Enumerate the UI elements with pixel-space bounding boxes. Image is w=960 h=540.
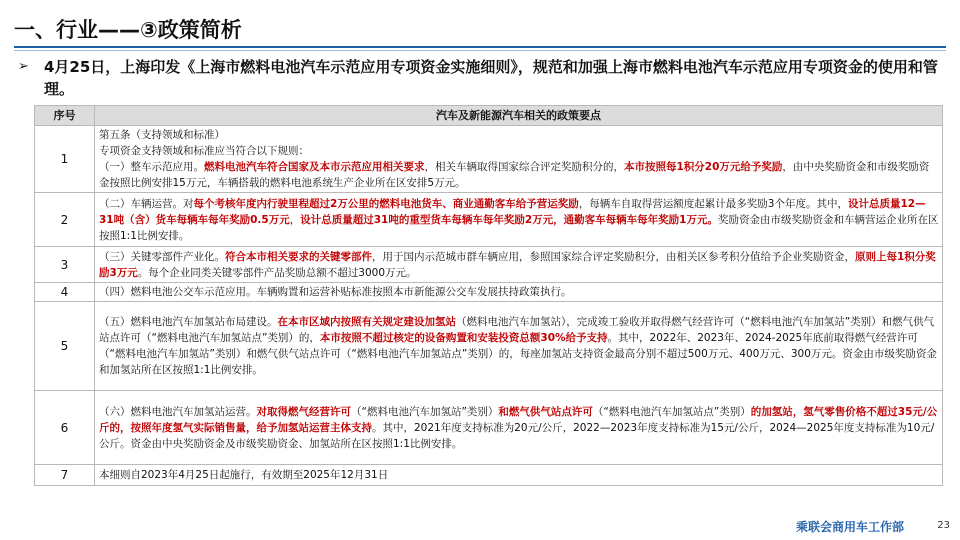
content-text: （三）关键零部件产业化。 xyxy=(99,250,225,263)
title-divider xyxy=(14,46,946,48)
table-row xyxy=(35,283,943,302)
content-line xyxy=(99,143,939,159)
row-content xyxy=(95,302,943,391)
table-row xyxy=(35,302,943,391)
row-number: 4 xyxy=(35,283,95,302)
content-line xyxy=(99,284,939,300)
content-line xyxy=(99,196,939,244)
intro-paragraph xyxy=(18,56,938,100)
table-row xyxy=(35,193,943,247)
row-content xyxy=(95,247,943,283)
row-number: 7 xyxy=(35,465,95,486)
row-content xyxy=(95,465,943,486)
content-text: ， xyxy=(289,213,301,226)
content-text: 本细则自2023年4月25日起施行，有效期至2025年12月31日 xyxy=(99,469,389,481)
highlighted-text: 燃料电池汽车符合国家及本市示范应用相关要求 xyxy=(204,161,425,173)
content-text: 奖励资金由市级奖励资金和车辆营运企业所在区按照1:1比例安排。 xyxy=(99,213,939,242)
content-text: 第五条（支持领域和标准） xyxy=(99,129,225,141)
content-text: （“燃料电池汽车加氢站点”类别） xyxy=(592,405,751,418)
highlighted-text: 原则上每1积分奖励3万元 xyxy=(99,250,936,279)
row-content xyxy=(95,126,943,193)
header-number: 序号 xyxy=(35,106,95,126)
content-text: （四）燃料电池公交车示范应用。车辆购置和运营补贴标准按照本市新能源公交车发展扶持政策执行。 xyxy=(99,286,572,298)
content-text: （燃料电池汽车加氢站），完成竣工验收并取得燃气经营许可（“燃料电池汽车加氢站”类别）和燃气供气站点许可（“燃料电池汽车加氢站点”类别）的， xyxy=(99,316,935,344)
table-header-row xyxy=(35,106,943,126)
highlighted-text: 每个考核年度内行驶里程超过2万公里的燃料电池货车、商业通勤客车给予营运奖励 xyxy=(193,197,579,210)
row-number: 3 xyxy=(35,247,95,283)
content-line xyxy=(99,249,939,281)
content-text: （六）燃料电池汽车加氢站运营。 xyxy=(99,405,257,418)
highlighted-text: 的加氢站，氢气零售价格不超过35元/公斤的，按照年度氢气实际销售量，给予加氢站运营主体支持 xyxy=(99,405,938,434)
content-line xyxy=(99,159,939,191)
content-line xyxy=(99,404,939,452)
content-text: 。其中，2021年度支持标准为20元/公斤，2022—2023年度支持标准为15元/公斤，2024—2025年度支持标准为10元/公斤。资金由中央奖励资金及市级奖励资金、加氢站所在区按照1:1比例安排。 xyxy=(99,421,935,450)
highlighted-text: 设计总质量超过31吨的重型货车每辆车每年奖励2万元，通勤客车每辆车每年奖励1万元。 xyxy=(300,213,718,226)
page-title: 一、行业——③政策简析 xyxy=(14,18,242,42)
row-content xyxy=(95,391,943,465)
highlighted-text: 本市按照不超过核定的设备购置和安装投资总额30%给予支持 xyxy=(319,332,608,344)
table-row xyxy=(35,391,943,465)
content-line xyxy=(99,127,939,143)
table-row xyxy=(35,465,943,486)
content-line xyxy=(99,314,939,378)
policy-table xyxy=(34,105,943,486)
content-text: ，每辆车自取得营运额度起累计最多奖励3个年度。其中， xyxy=(578,197,848,210)
highlighted-text: 设计总质量12—31吨（含）货车每辆车每年奖励0.5万元 xyxy=(99,197,926,226)
content-text: （二）车辆运营。对 xyxy=(99,197,194,210)
header-content: 汽车及新能源汽车相关的政策要点 xyxy=(95,106,943,126)
content-text: （“燃料电池汽车加氢站”类别） xyxy=(351,405,499,418)
content-line xyxy=(99,467,939,483)
content-text: ，用于国内示范城市群车辆应用，参照国家综合评定奖励积分，由相关区参考积分值给予企业奖励资金， xyxy=(372,250,855,263)
row-number: 6 xyxy=(35,391,95,465)
content-text: 。每个企业同类关键零部件产品奖励总额不超过3000万元。 xyxy=(137,266,417,279)
content-text: ，相关车辆取得国家综合评定奖励积分的， xyxy=(424,161,624,173)
page-number: 23 xyxy=(937,520,950,531)
content-text: ，由中央奖励资金和市级奖励资金按照比例安排15万元，车辆搭载的燃料电池系统生产企业所在区安排5万元。 xyxy=(99,161,930,189)
row-content xyxy=(95,193,943,247)
title-divider-thin xyxy=(14,50,946,51)
highlighted-text: 在本市区域内按照有关规定建设加氢站 xyxy=(277,316,456,328)
content-text: （一）整车示范应用。 xyxy=(99,161,204,173)
highlighted-text: 和燃气供气站点许可 xyxy=(498,405,593,418)
content-text: 。其中，2022年、2023年、2024-2025年底前取得燃气经营许可（“燃料电池汽车加氢站”类别）和燃气供气站点许可（“燃料电池汽车加氢站点”类别）的，每座加氢站支持资金最高分别不超过500万元、400万元、300万元。资金由市级奖励资金和加氢站所在区按照1:1比例安排。 xyxy=(99,332,937,376)
table-body xyxy=(35,126,943,486)
table-row xyxy=(35,247,943,283)
row-number: 1 xyxy=(35,126,95,193)
highlighted-text: 本市按照每1积分20万元给予奖励 xyxy=(624,161,783,173)
row-content xyxy=(95,283,943,302)
row-number: 5 xyxy=(35,302,95,391)
arrow-bullet-icon: ➢ xyxy=(18,59,29,74)
highlighted-text: 对取得燃气经营许可 xyxy=(256,405,351,418)
table-row xyxy=(35,126,943,193)
row-number: 2 xyxy=(35,193,95,247)
highlighted-text: 符合本市相关要求的关键零部件 xyxy=(225,250,372,263)
content-text: （五）燃料电池汽车加氢站布局建设。 xyxy=(99,316,278,328)
footer-brand: 乘联会商用车工作部 xyxy=(795,520,904,534)
content-text: 专项资金支持领域和标准应当符合以下规则： xyxy=(99,145,309,157)
intro-text: 4月25日，上海印发《上海市燃料电池汽车示范应用专项资金实施细则》，规范和加强上海市燃料电池汽车示范应用专项资金的使用和管理。 xyxy=(44,58,938,98)
